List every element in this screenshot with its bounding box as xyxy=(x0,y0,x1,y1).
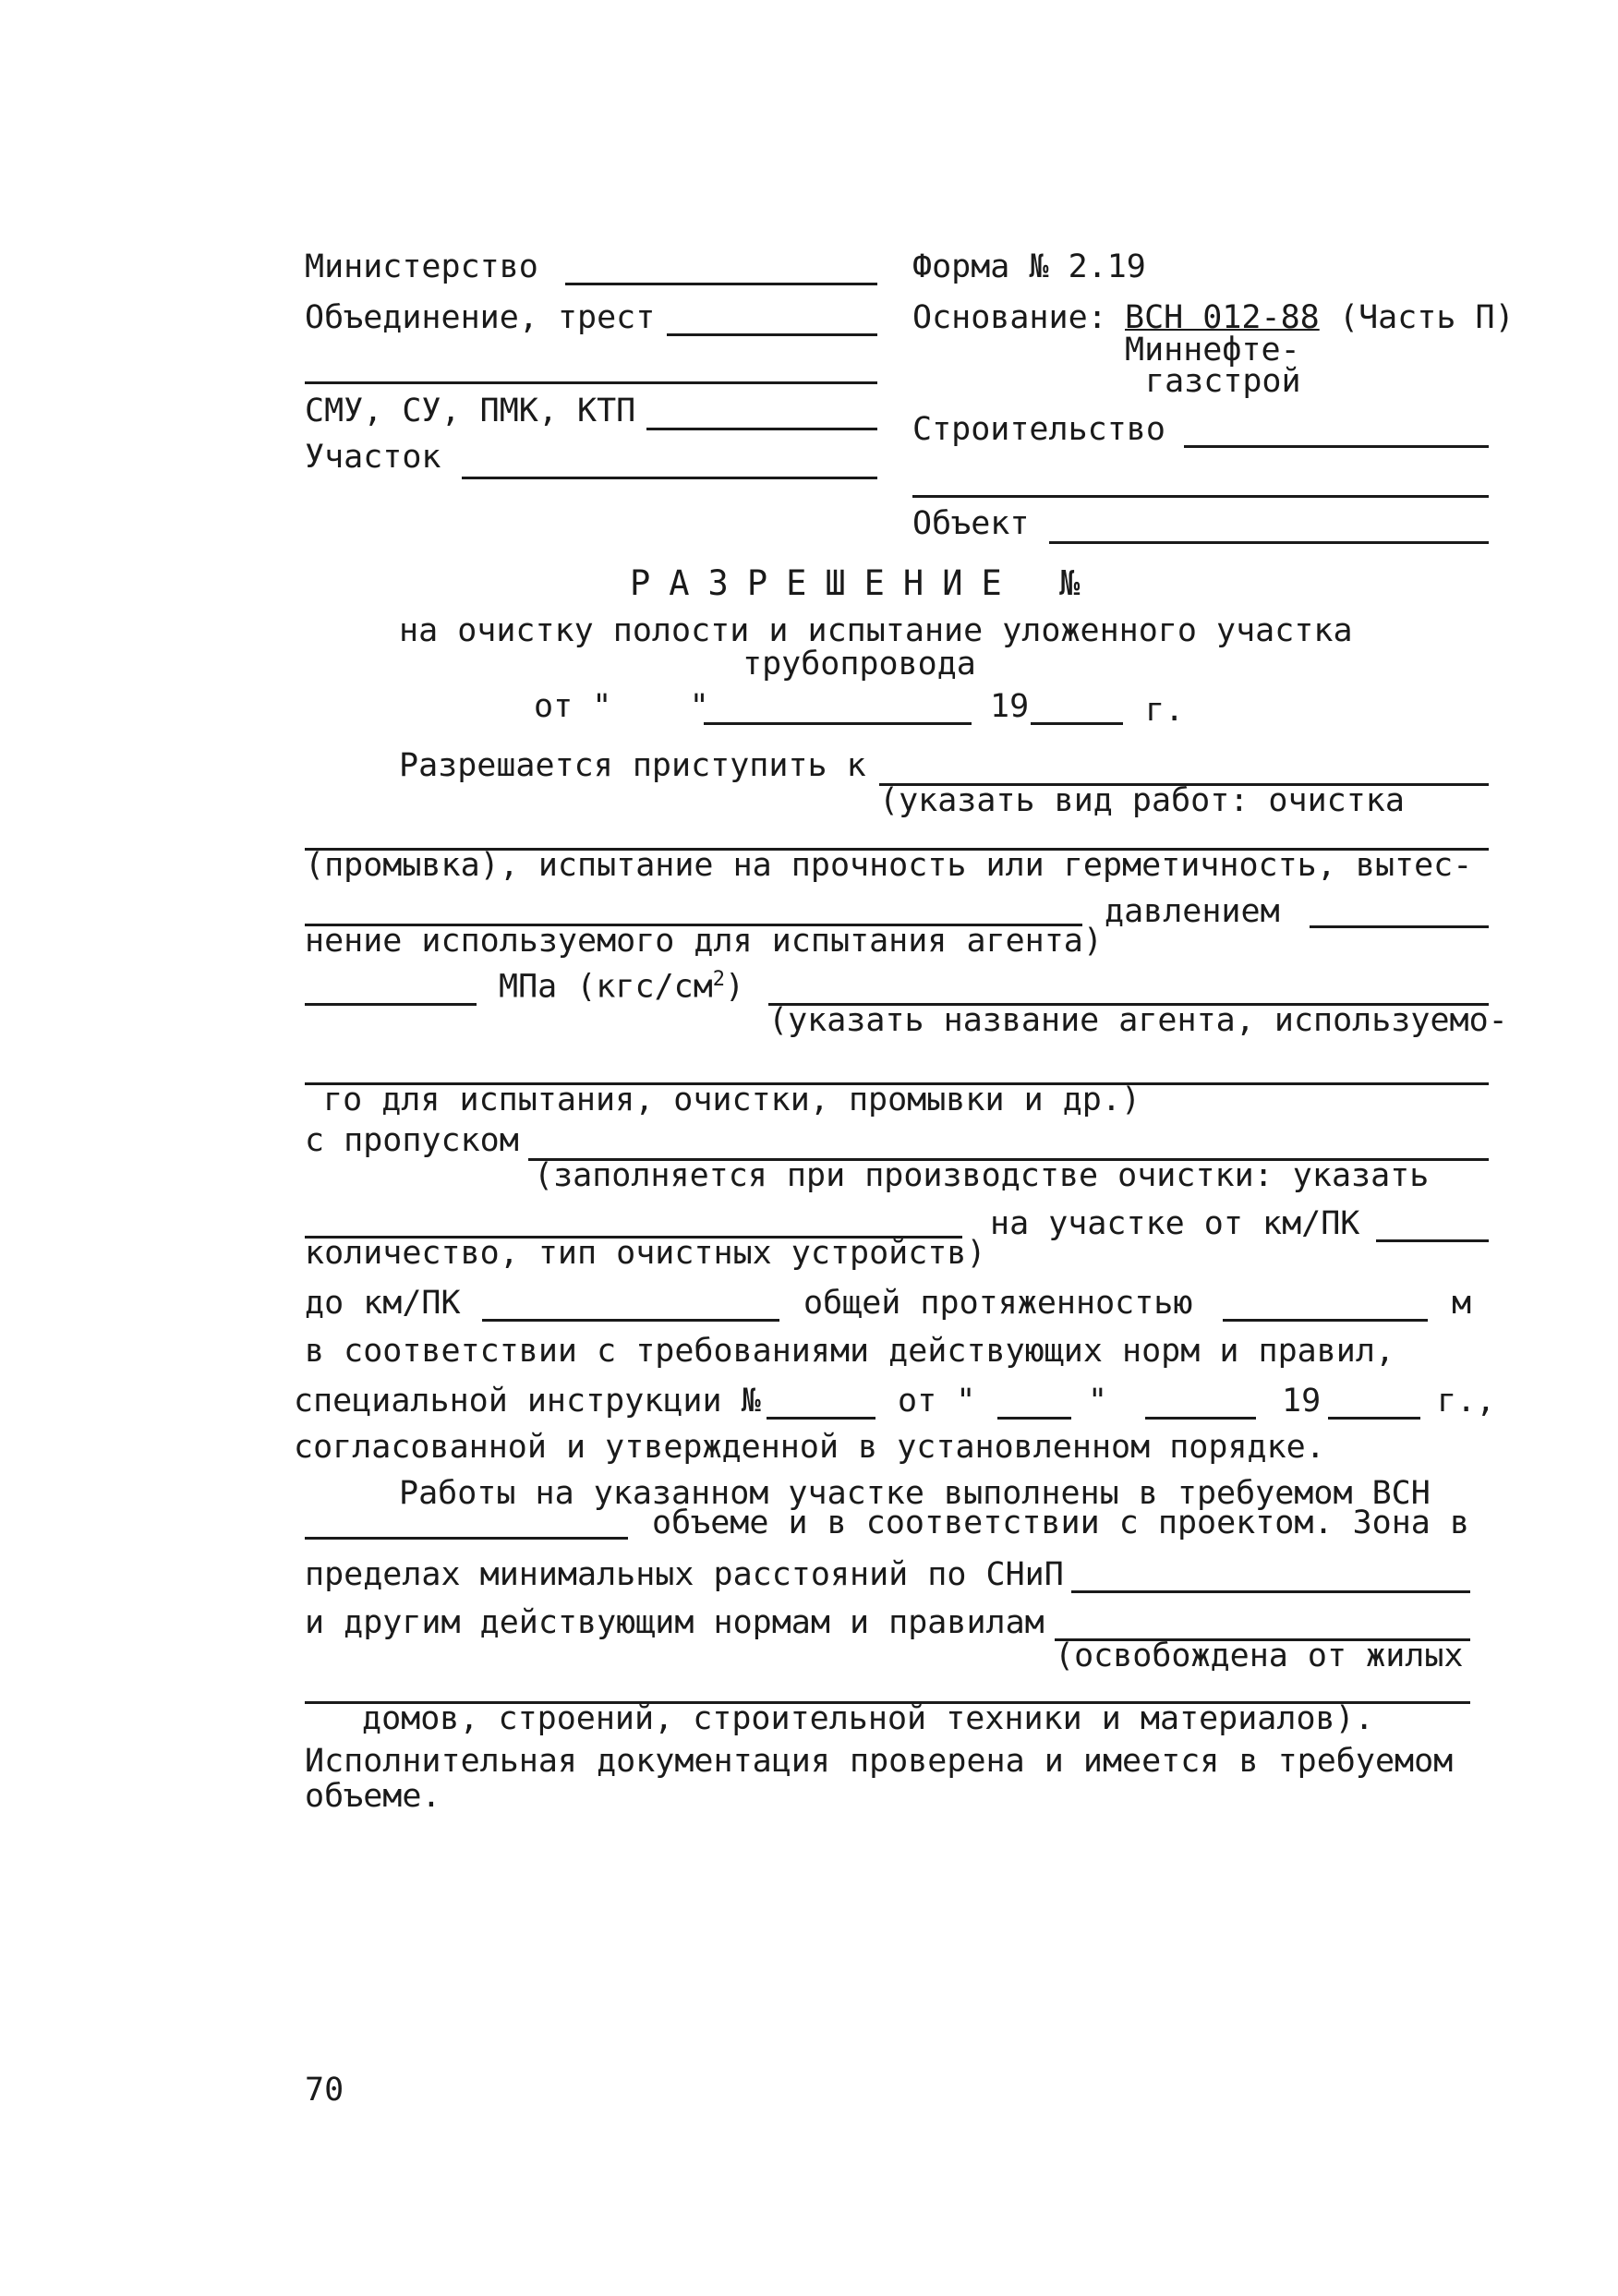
pressure-field[interactable] xyxy=(1310,925,1489,928)
docs-line1: Исполнительная документация проверена и имеется в требуемом xyxy=(305,1743,1454,1780)
section-field[interactable] xyxy=(462,477,877,479)
snip-field[interactable] xyxy=(1071,1590,1470,1593)
ministry-field[interactable] xyxy=(565,283,877,285)
section-label: Участок xyxy=(305,439,441,476)
association-field-2[interactable] xyxy=(305,381,877,384)
date-from-label: от " " xyxy=(534,688,709,725)
works-done-line1: Работы на указанном участке выполнены в требуемом ВСН xyxy=(399,1475,1431,1512)
agreed-text: согласованной и утвержденной в установленном порядке. xyxy=(294,1429,1325,1466)
pass-label: с пропуском xyxy=(305,1122,519,1159)
instruction-number-field[interactable] xyxy=(767,1417,875,1420)
basis-org-line2: газстрой xyxy=(1145,363,1301,400)
instruction-g: г., xyxy=(1437,1383,1496,1420)
compliance-text: в соответствии с требованиями действующих норм и правил, xyxy=(305,1333,1395,1370)
instruction-year-field[interactable] xyxy=(1328,1417,1420,1420)
instruction-quote: " xyxy=(1088,1383,1108,1420)
pressure-value-field[interactable] xyxy=(305,1003,477,1006)
construction-label: Строительство xyxy=(912,411,1165,448)
page-number: 70 xyxy=(305,2072,344,2109)
object-field[interactable] xyxy=(1049,541,1489,544)
basis-part: (Часть П) xyxy=(1339,299,1515,336)
km-to-field[interactable] xyxy=(482,1319,779,1322)
date-suffix: г. xyxy=(1145,692,1185,729)
hint-work-type: (указать вид работ: очистка xyxy=(879,782,1405,819)
hint-zone-2: домов, строений, строительной техники и материалов). xyxy=(362,1700,1374,1737)
works-done-field[interactable] xyxy=(305,1537,628,1540)
form-number: Форма № 2.19 xyxy=(912,248,1146,285)
km-from-label: на участке от км/ПК xyxy=(990,1205,1360,1242)
pressure-label: давлением xyxy=(1105,893,1280,930)
basis-org-line1: Миннефте- xyxy=(1125,332,1300,369)
basis-document: ВСН 012-88 xyxy=(1125,299,1320,336)
hint-pass: (заполняется при производстве очистки: указать xyxy=(534,1157,1430,1194)
hint-work-type-2: (промывка), испытание на прочность или герметичность, вытес- xyxy=(305,847,1473,884)
zone-line2: и другим действующим нормам и правилам xyxy=(305,1604,1044,1641)
document-title: РАЗРЕШЕНИЕ № xyxy=(630,563,1099,603)
meters-unit: м xyxy=(1452,1285,1472,1322)
allow-start-label: Разрешается приступить к xyxy=(399,747,866,784)
basis-label: Основание: xyxy=(912,299,1107,336)
zone-line1: пределах минимальных расстояний по СНиП xyxy=(305,1556,1064,1593)
docs-line2: объеме. xyxy=(305,1778,441,1815)
hint-agent: (указать название агента, используемо- xyxy=(768,1002,1508,1039)
km-to-label: до км/ПК xyxy=(305,1285,461,1322)
date-year: 19 xyxy=(990,688,1030,725)
total-length-field[interactable] xyxy=(1223,1319,1428,1322)
pressure-unit: МПа $(кгс/см^2)$ xyxy=(499,968,745,1006)
date-field[interactable] xyxy=(704,722,972,725)
total-length-label: общей протяженностью xyxy=(803,1285,1193,1322)
km-from-field[interactable] xyxy=(1376,1239,1489,1242)
instruction-from-label: от " xyxy=(898,1383,976,1420)
ministry-label: Министерство xyxy=(305,248,538,285)
association-field[interactable] xyxy=(667,333,877,336)
instruction-day-field[interactable] xyxy=(997,1417,1071,1420)
hint-pass-2: количество, тип очистных устройств) xyxy=(305,1235,986,1272)
hint-work-type-3: нение используемого для испытания агента) xyxy=(305,923,1103,960)
construction-field-2[interactable] xyxy=(912,495,1489,498)
year-field[interactable] xyxy=(1031,722,1123,725)
instruction-month-field[interactable] xyxy=(1145,1417,1256,1420)
works-done-line2: объеме и в соответствии с проектом. Зона в xyxy=(652,1504,1470,1541)
smu-label: СМУ, СУ, ПМК, КТП xyxy=(305,393,636,429)
construction-field[interactable] xyxy=(1184,445,1489,448)
association-label: Объединение, трест xyxy=(305,299,656,336)
title-line2: трубопровода xyxy=(743,646,976,683)
hint-zone: (освобождена от жилых xyxy=(1055,1637,1464,1674)
smu-field[interactable] xyxy=(646,428,877,430)
instruction-label: специальной инструкции № xyxy=(294,1383,761,1420)
hint-agent-2: го для испытания, очистки, промывки и др.) xyxy=(323,1082,1141,1118)
instruction-year: 19 xyxy=(1282,1383,1322,1420)
title-line1: на очистку полости и испытание уложенного участка xyxy=(399,612,1353,649)
object-label: Объект xyxy=(912,505,1030,542)
